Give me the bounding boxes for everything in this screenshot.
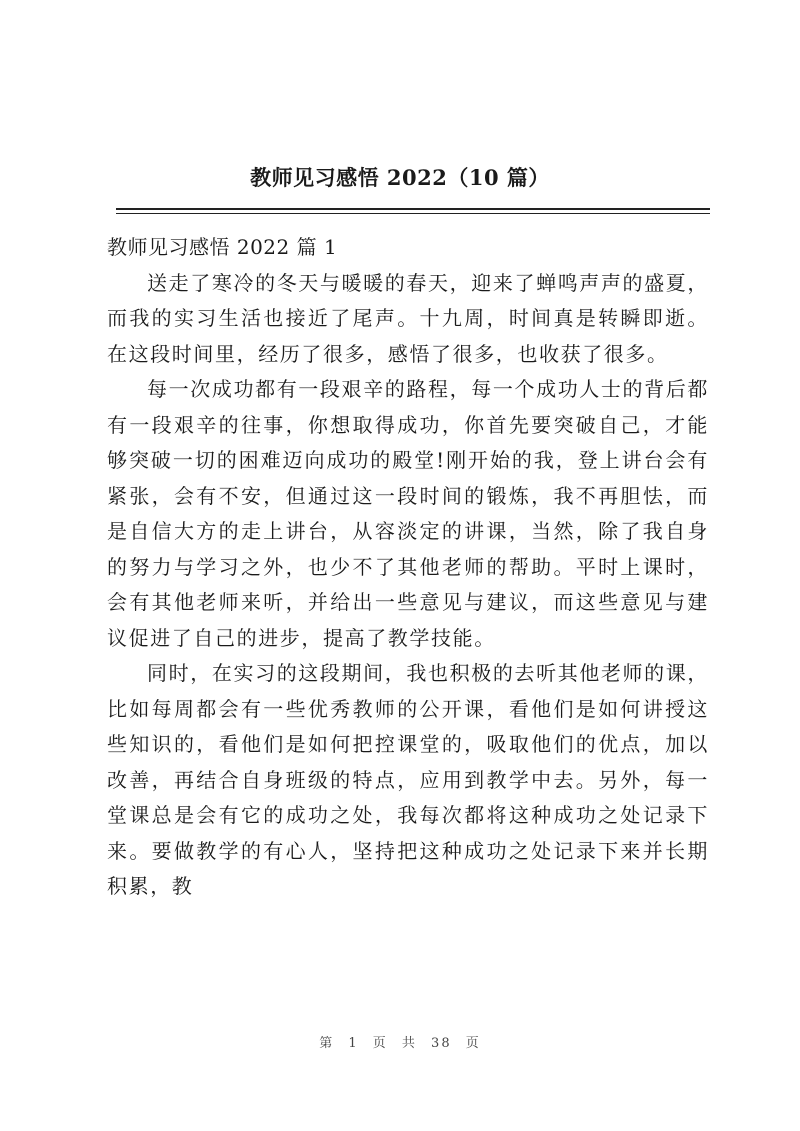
title-divider-thin xyxy=(116,213,710,214)
document-body xyxy=(107,230,709,905)
paragraph: 送走了寒冷的冬天与暖暖的春天，迎来了蝉鸣声声的盛夏，而我的实习生活也接近了尾声。十九周，时间真是转瞬即逝。在这段时间里，经历了很多，感悟了很多，也收获了很多。 xyxy=(107,270,709,366)
paragraph: 同时，在实习的这段期间，我也积极的去听其他老师的课，比如每周都会有一些优秀教师的公开课，看他们是如何讲授这些知识的，看他们是如何把控课堂的，吸取他们的优点，加以改善，再结合自身班级的特点，应用到教学中去。另外，每一堂课总是会有它的成功之处，我每次都将这种成功之处记录下来。要做教学的有心人，坚持把这种成功之处记录下来并长期积累，教 xyxy=(107,661,709,898)
document-title: 教师见习感悟 2022（10 篇） xyxy=(250,165,550,190)
title-divider-thick xyxy=(116,208,710,210)
paragraph: 每一次成功都有一段艰辛的路程，每一个成功人士的背后都有一段艰辛的往事，你想取得成功，你首先要突破自己，才能够突破一切的困难迈向成功的殿堂!刚开始的我，登上讲台会有紧张，会有不安，但通过这一段时间的锻炼，我不再胆怯，而是自信大方的走上讲台，从容淡定的讲课，当然，除了我自身的努力与学习之外，也少不了其他老师的帮助。平时上课时，会有其他老师来听，并给出一些意见与建议，而这些意见与建议促进了自己的进步，提高了教学技能。 xyxy=(107,377,709,650)
section-heading: 教师见习感悟 2022 篇 1 xyxy=(107,235,338,259)
page-number-footer: 第 1 页 共 38 页 xyxy=(319,1036,481,1051)
